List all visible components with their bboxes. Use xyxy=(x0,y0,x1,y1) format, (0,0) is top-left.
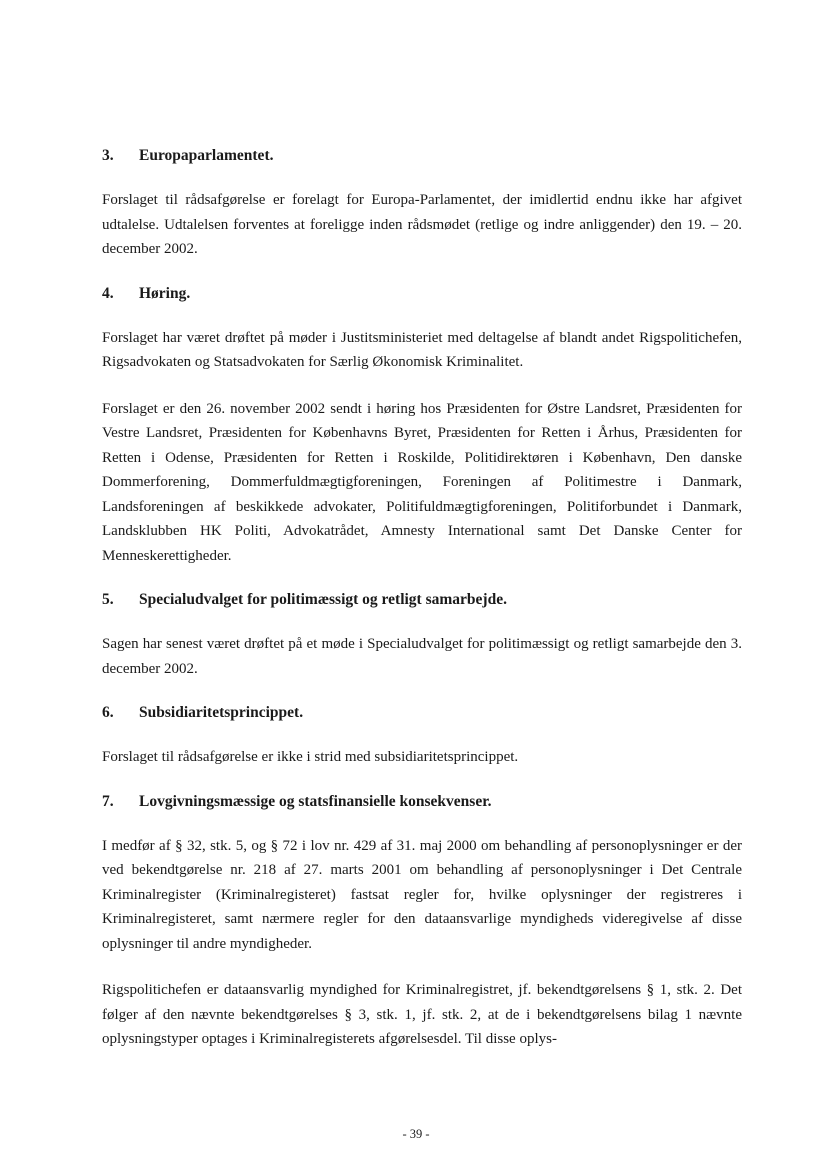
section-title: Lovgivningsmæssige og statsfinansielle konsekvenser. xyxy=(139,792,492,810)
section-heading xyxy=(102,284,742,304)
paragraph: Forslaget har været drøftet på møder i Justitsministeriet med deltagelse af blandt andet Rigspolitichefen, Rigsadvokaten og Statsadvokaten for Særlig Økonomisk Kriminalitet. xyxy=(102,329,742,370)
section-7 xyxy=(102,792,742,1052)
section-4 xyxy=(102,284,742,569)
section-number: 7. xyxy=(102,792,114,810)
section-6 xyxy=(102,703,742,770)
section-heading xyxy=(102,590,742,610)
section-number: 3. xyxy=(102,147,114,164)
section-title: Specialudvalget for politimæssigt og retligt samarbejde. xyxy=(139,591,507,608)
paragraph: Forslaget til rådsafgørelse er forelagt for Europa-Parlamentet, der imidlertid endnu ikke har afgivet udtalelse. Udtalelsen forventes at foreligge inden rådsmødet (retlige og indre anliggender) den 19. – 20. december 2002. xyxy=(102,192,742,257)
section-5 xyxy=(102,590,742,681)
section-heading xyxy=(102,146,742,166)
paragraph: Forslaget til rådsafgørelse er ikke i strid med subsidiaritetsprincippet. xyxy=(102,749,519,765)
section-title: Europaparlamentet. xyxy=(139,147,274,164)
section-title: Høring. xyxy=(139,284,191,302)
page-number: - 39 - xyxy=(402,1127,430,1141)
paragraph: Forslaget er den 26. november 2002 sendt i høring hos Præsidenten for Østre Landsret, Præsidenten for Vestre Landsret, Præsidenten for Københavns Byret, Præsidenten for Retten i Århus, Præsidenten for Retten i Odense, Præsidenten for Retten i Roskilde, Politidirektøren i København, Den danske Dommerforening, Dommerfuldmægtigforeningen, Foreningen af Politimestre i Danmark, Landsforeningen af beskikkede advokater, Politifuldmægtigforeningen, Politiforbundet i Danmark, Landsklubben HK Politi, Advokatrådet, Amnesty International samt Det Danske Center for Menneskerettigheder. xyxy=(102,400,742,564)
section-title: Subsidiaritetsprincippet. xyxy=(139,704,304,721)
section-heading xyxy=(102,792,742,812)
paragraph: I medfør af § 32, stk. 5, og § 72 i lov nr. 429 af 31. maj 2000 om behandling af personoplysninger er der ved bekendtgørelse nr. 218 af 27. marts 2001 om behandling af personoplysninger i Det Centrale Kriminalregister (Kriminalregisteret) fastsat regler for, hvilke oplysninger der registreres i Kriminalregisteret, samt nærmere regler for den dataansvarlige myndigheds videregivelse af disse oplysninger til andre myndigheder. xyxy=(102,837,742,952)
paragraph: Sagen har senest været drøftet på et møde i Specialudvalget for politimæssigt og retligt samarbejde den 3. december 2002. xyxy=(102,636,742,677)
section-number: 4. xyxy=(102,284,114,302)
section-3 xyxy=(102,146,742,262)
document-body xyxy=(102,146,742,1074)
section-number: 5. xyxy=(102,591,114,608)
section-number: 6. xyxy=(102,704,114,721)
section-heading xyxy=(102,703,742,723)
paragraph: Rigspolitichefen er dataansvarlig myndighed for Kriminalregistret, jf. bekendtgørelsens § 1, stk. 2. Det følger af den nævnte bekendtgørelses § 3, stk. 1, jf. stk. 2, at de i bekendtgørelsens bilag 1 nævnte oplysningstyper optages i Kriminalregisterets afgørelsesdel. Til disse oplys- xyxy=(102,982,742,1047)
